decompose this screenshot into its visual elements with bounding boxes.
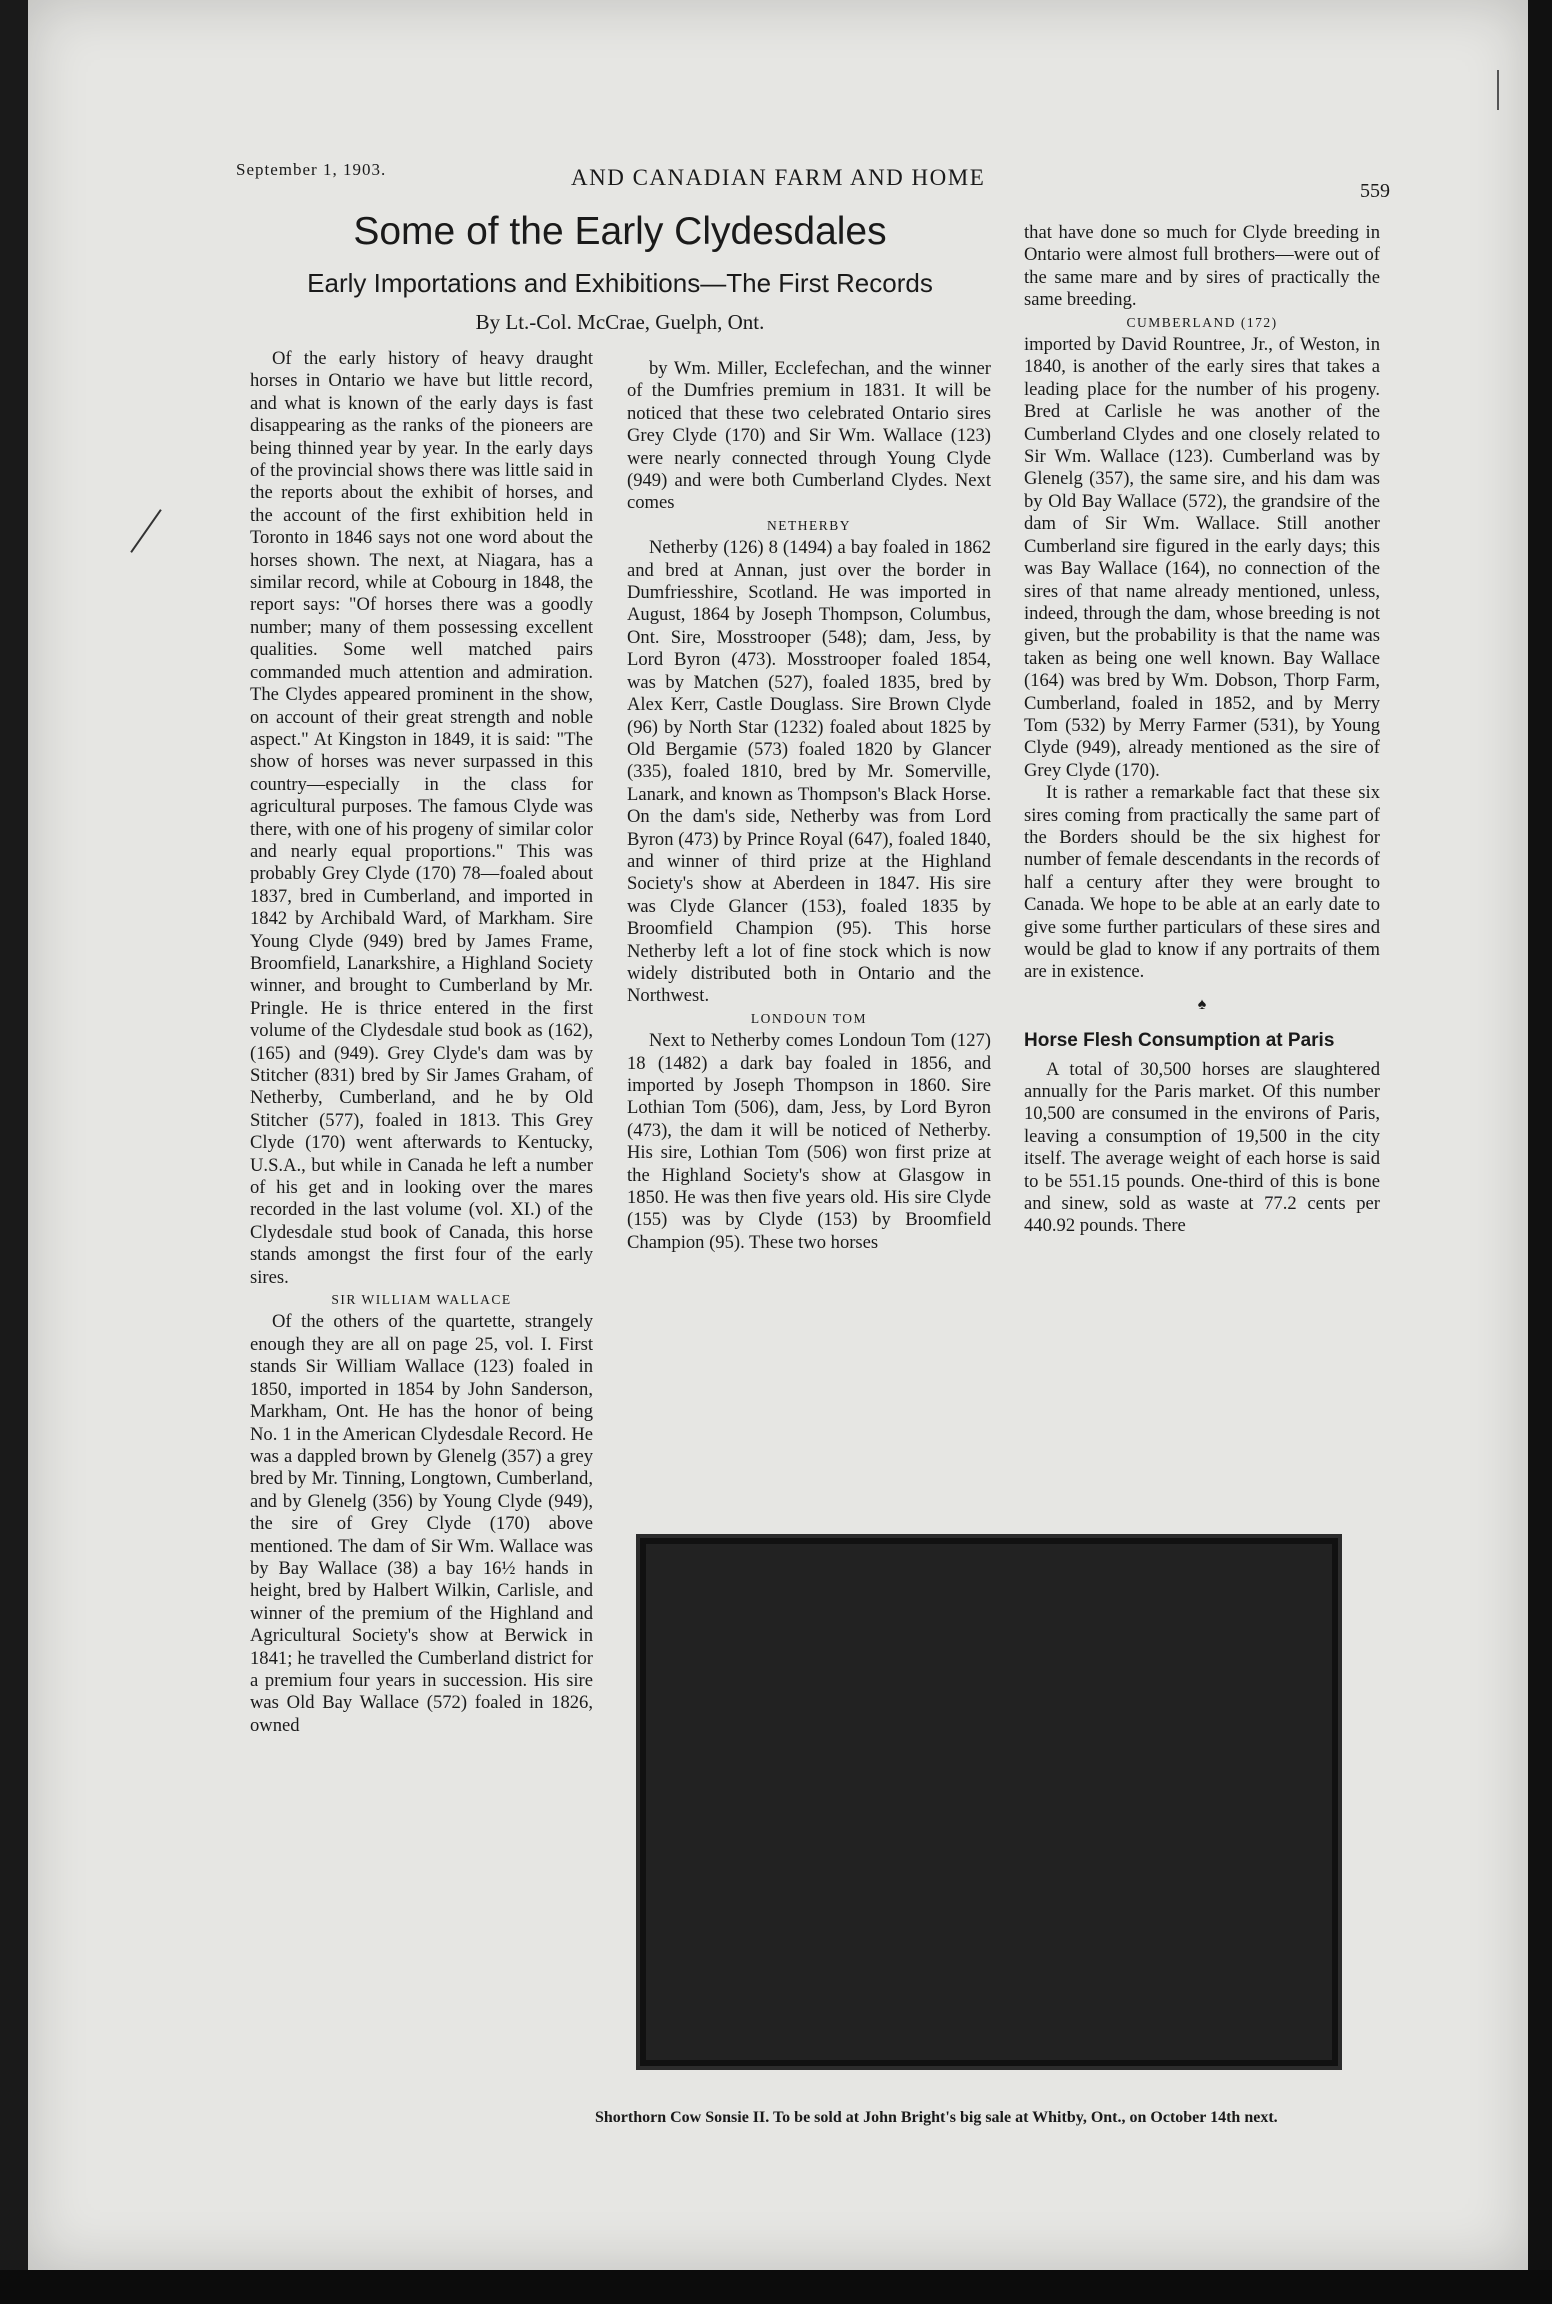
paragraph: Of the others of the quartette, strangely enough they are all on page 25, vol. I. First stands Sir William Wallace (123) foaled in 1850, imported in 1854 by John Sanderson, Markham, Ont. He has the honor of being No. 1 in the American Clydesdale Record. He was a dappled brown by Glenelg (357) a grey bred by Mr. Tinning, Longtown, Cumberland, and by Glenelg (356) by Young Clyde (949), the sire of Grey Clyde (170) above mentioned. The dam of Sir Wm. Wallace was by Bay Wallace (38) a bay 16½ hands in height, bred by Halbert Wilkin, Carlisle, and winner of the premium of the Highland and Agricultural Society's show at Berwick in 1841; he travelled the Cumberland district for a premium four years in succession. His sire was Old Bay Wallace (572) foaled in 1826, owned bbox=[250, 1311, 593, 1736]
paragraph: imported by David Rountree, Jr., of Weston, in 1840, is another of the early sires that takes a leading place for the number of his progeny. Bred at Carlisle he was another of the Cumberland Clydes and one closely related to Sir Wm. Wallace (123). Cumberland was by Glenelg (357), the same sire, and his dam was by Old Bay Wallace (572), the grandsire of the dam of Sir Wm. Wallace. Still another Cumberland sire figured in the early days; this was Bay Wallace (164), no connection of the sires of that name already mentioned, unless, indeed, through the dam, whose breeding is not given, but the probability is that the name was taken as being one well known. Bay Wallace (164) was bred by Wm. Dobson, Thorp Farm, Cumberland, foaled in 1852, and by Merry Tom (532) by Merry Farmer (531), by Young Clyde (949), already mentioned as the sire of Grey Clyde (170). bbox=[1024, 334, 1380, 781]
section-heading: NETHERBY bbox=[767, 517, 851, 533]
spade-ornament-icon: ♠ bbox=[1197, 995, 1207, 1013]
photo-caption-text: Shorthorn Cow Sonsie II. To be sold at John Bright's big sale at Whitby, Ont., on October 14th next. bbox=[595, 2109, 1278, 2126]
article-title: Some of the Early Clydesdales bbox=[353, 210, 887, 253]
column-2 bbox=[627, 358, 991, 1254]
paragraph: Netherby (126) 8 (1494) a bay foaled in 1862 and bred at Annan, just over the border in Dumfriesshire, Scotland. He was imported in August, 1864 by Joseph Thompson, Columbus, Ont. Sire, Mosstrooper (548); dam, Jess, by Lord Byron (473). Mosstrooper foaled 1854, was by Matchen (527), foaled 1835, bred by Alex Kerr, Castle Douglass. Sire Brown Clyde (96) by North Star (1232) foaled about 1825 by Old Bergamie (573) foaled 1820 by Glancer (335), foaled 1810, bred by Mr. Somerville, Lanark, and known as Thompson's Black Horse. On the dam's side, Netherby was from Lord Byron (473) by Prince Royal (647), foaled 1840, and winner of third prize at the Highland Society's show at Aberdeen in 1847. His sire was Clyde Glancer (153), foaled 1835 by Broomfield Champion (95). This horse Netherby left a lot of fine stock which is now widely distributed both in Ontario and the Northwest. bbox=[627, 537, 991, 1007]
article-byline: By Lt.-Col. McCrae, Guelph, Ont. bbox=[475, 310, 765, 334]
issue-date: September 1, 1903. bbox=[236, 160, 387, 179]
sidebar-article-title: Horse Flesh Consumption at Paris bbox=[1024, 1030, 1335, 1052]
section-heading: LONDOUN TOM bbox=[750, 1010, 868, 1026]
page-number: 559 bbox=[1360, 180, 1390, 202]
photo-caption bbox=[595, 2108, 1380, 2128]
cow-photograph bbox=[636, 1534, 1342, 2070]
scan-mark bbox=[1497, 70, 1499, 110]
column-3 bbox=[1024, 222, 1380, 1238]
paragraph: by Wm. Miller, Ecclefechan, and the winner of the Dumfries premium in 1831. It will be noticed that these two celebrated Ontario sires Grey Clyde (170) and Sir Wm. Wallace (123) were nearly connected through Young Clyde (949) and were both Cumberland Clydes. Next comes bbox=[627, 358, 991, 514]
article-subtitle: Early Importations and Exhibitions—The First Records bbox=[307, 268, 933, 298]
column-1 bbox=[250, 348, 593, 1737]
paragraph: that have done so much for Clyde breeding in Ontario were almost full brothers—were out of the same mare and by sires of practically the same breeding. bbox=[1024, 222, 1380, 311]
paragraph: Of the early history of heavy draught horses in Ontario we have but little record, and what is known of the early days is fast disappearing as the ranks of the pioneers are being thinned year by year. In the early days of the provincial shows there was little said in the reports about the exhibit of horses, and the account of the first exhibition held in Toronto in 1846 says not one word about the horses shown. The next, at Niagara, has a similar record, while at Cobourg in 1848, the report says: "Of horses there was a goodly number; many of them possessing excellent qualities. Some well matched pairs commanded much attention and admiration. The Clydes appeared prominent in the show, on account of their great strength and noble aspect." At Kingston in 1849, it is said: "The show of horses was never surpassed in this country—especially in the class for agricultural purposes. The famous Clyde was there, with one of his progeny of similar color and nearly equal proportions." This was probably Grey Clyde (170) 78—foaled about 1837, bred in Cumberland, and imported in 1842 by Archibald Ward, of Markham. Sire Young Clyde (949) bred by James Frame, Broomfield, Lanarkshire, a Highland Society winner, and brought to Cumberland by Mr. Pringle. He is thrice entered in the first volume of the Clydesdale stud book as (162), (165) and (949). Grey Clyde's dam was by Stitcher (831) bred by Sir James Graham, of Netherby, Cumberland, and he by Old Stitcher (577), foaled in 1813. This Grey Clyde (170) went afterwards to Kentucky, U.S.A., but while in Canada he left a number of his get and in looking over the mares recorded in the last volume (vol. XI.) of the Clydesdale stud book of Canada, this horse stands amongst the first four of the early sires. bbox=[250, 348, 593, 1288]
section-heading: CUMBERLAND (172) bbox=[1126, 314, 1278, 330]
sidebar-article-body: A total of 30,500 horses are slaughtered annually for the Paris market. Of this number 10,500 are consumed in the environs of Paris, leaving a consumption of 19,500 in the city itself. The average weight of each horse is said to be 551.15 pounds. One-third of this is bone and sinew, sold as waste at 77.2 cents per 440.92 pounds. There bbox=[1024, 1058, 1380, 1237]
running-head: AND CANADIAN FARM AND HOME bbox=[571, 165, 986, 190]
paragraph: Next to Netherby comes Londoun Tom (127) 18 (1482) a dark bay foaled in 1856, and imported by Joseph Thompson in 1860. Sire Lothian Tom (506), dam, Jess, by Lord Byron (473), the dam it will be noticed of Netherby. His sire, Lothian Tom (506) won first prize at the Highland Society's show at Glasgow in 1850. He was then five years old. His sire Clyde (155) was by Clyde (153) by Broomfield Champion (95). These two horses bbox=[627, 1030, 991, 1253]
paragraph: It is rather a remarkable fact that these six sires coming from practically the same part of the Borders should be the six highest for number of female descendants in the records of half a century after they were brought to Canada. We hope to be able at an early date to give some further particulars of these sires and would be glad to know if any portraits of them are in existence. bbox=[1024, 782, 1380, 983]
section-heading: SIR WILLIAM WALLACE bbox=[331, 1292, 512, 1308]
scan-border-bottom bbox=[0, 2270, 1552, 2304]
photo-image-area bbox=[646, 1544, 1332, 2060]
